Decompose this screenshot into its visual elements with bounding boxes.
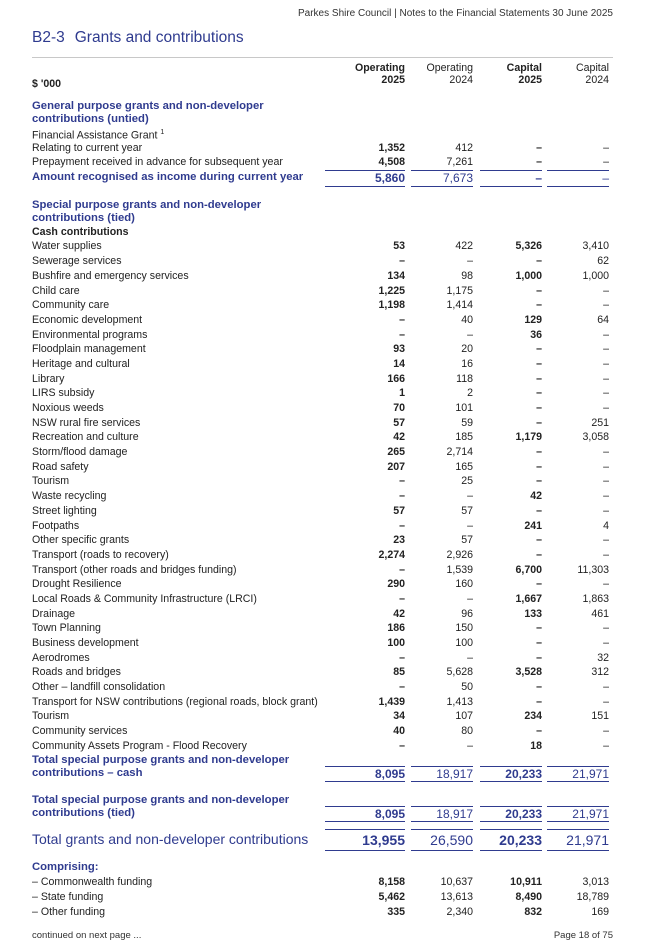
row-label: Library xyxy=(32,372,65,385)
cell-c1: – xyxy=(399,651,405,664)
row-label: Drainage xyxy=(32,607,75,620)
row-label: Business development xyxy=(32,637,139,649)
cell-c4: 251 xyxy=(591,416,609,429)
cell-c1: 85 xyxy=(393,666,405,679)
row-label: Sewerage services xyxy=(32,255,122,268)
row-label: Waste recycling xyxy=(32,490,107,503)
table-row xyxy=(32,416,613,431)
cell-c4: 3,058 xyxy=(582,431,609,444)
cell-c2: 98 xyxy=(461,269,473,282)
cell-c2: 101 xyxy=(455,402,473,414)
table-row xyxy=(32,386,613,401)
cell-c1: 57 xyxy=(393,416,405,429)
row-label: Street lighting xyxy=(32,504,97,517)
row-label: Amount recognised as income during current year xyxy=(32,171,304,184)
table-row xyxy=(32,313,613,328)
row-label: Community care xyxy=(32,299,110,312)
cell-c4: – xyxy=(603,504,609,517)
cell-c4: 312 xyxy=(591,666,609,679)
divider xyxy=(32,57,613,58)
row-label: Bushfire and emergency services xyxy=(32,269,189,282)
cell-c4: 18,789 xyxy=(576,890,609,903)
cell-c3: – xyxy=(536,548,542,561)
cell-c1: 5,462 xyxy=(378,890,405,903)
cell-c4: – xyxy=(603,534,609,547)
cell-c2: 150 xyxy=(455,622,473,635)
cell-c2: 10,637 xyxy=(440,876,473,889)
table-row xyxy=(32,141,613,156)
row-label: Other specific grants xyxy=(32,534,130,547)
cell-c4: – xyxy=(603,739,609,752)
cell-c4: 1,000 xyxy=(582,269,609,282)
cell-c3: 6,700 xyxy=(515,563,542,576)
row-label: Noxious weeds xyxy=(32,402,104,414)
cell-c4: – xyxy=(603,490,609,503)
cell-c3: 234 xyxy=(524,710,542,723)
cell-c4: – xyxy=(603,156,609,169)
cell-c2: 7,261 xyxy=(446,156,473,169)
grants-table xyxy=(32,62,613,919)
cell-c3: 18 xyxy=(530,739,542,752)
table-row xyxy=(32,298,613,313)
col-capital-2025: Capital 2025 xyxy=(506,62,542,86)
table-row xyxy=(32,372,613,387)
cell-c2: 2 xyxy=(467,387,473,400)
cell-c4: 4 xyxy=(603,519,609,532)
row-label: Tourism xyxy=(32,475,70,488)
row-label: Community services xyxy=(32,725,128,738)
cell-c3: 1,667 xyxy=(515,592,542,605)
cell-c3: 241 xyxy=(524,519,542,532)
table-row xyxy=(32,665,613,680)
cell-c2: 18,917 xyxy=(411,766,473,783)
row-label: Total special purpose grants and non-developer contributions (tied) xyxy=(32,793,290,819)
row-label: Footpaths xyxy=(32,519,80,532)
cell-c1: 34 xyxy=(393,710,405,723)
cell-c3: 10,911 xyxy=(510,876,542,889)
cell-c1: 166 xyxy=(387,372,405,385)
cell-c1: – xyxy=(399,681,405,694)
cell-c4: – xyxy=(603,446,609,459)
cell-c4: – xyxy=(603,357,609,370)
fag-label: Financial Assistance Grant $^1$ xyxy=(32,129,165,142)
row-label: – Commonwealth funding xyxy=(32,876,153,889)
cell-c2: 2,340 xyxy=(446,905,473,918)
table-row xyxy=(32,504,613,519)
cell-c3: – xyxy=(536,475,542,488)
general-total-row xyxy=(32,170,613,185)
cell-c4: – xyxy=(603,141,609,154)
cell-c3: 832 xyxy=(524,905,542,918)
cell-c3: – xyxy=(536,156,542,169)
cell-c1: 207 xyxy=(387,460,405,473)
table-row xyxy=(32,592,613,607)
cell-c4: 1,863 xyxy=(582,592,609,605)
table-row xyxy=(32,269,613,284)
cell-c1: – xyxy=(399,255,405,268)
row-label: Transport (other roads and bridges funding) xyxy=(32,563,237,576)
table-row xyxy=(32,445,613,460)
cell-c2: 412 xyxy=(455,141,473,154)
cell-c1: 53 xyxy=(393,240,405,253)
cell-c4: – xyxy=(603,343,609,356)
cell-c2: – xyxy=(467,592,473,605)
cell-c2: 18,917 xyxy=(411,806,473,823)
cell-c3: – xyxy=(536,504,542,517)
row-label: Other – landfill consolidation xyxy=(32,681,166,694)
row-label: Environmental programs xyxy=(32,328,148,341)
table-row xyxy=(32,284,613,299)
cell-c3: 36 xyxy=(530,328,542,341)
cell-c4: – xyxy=(603,622,609,635)
col-capital-2024: Capital 2024 xyxy=(576,62,609,86)
table-row xyxy=(32,401,613,416)
cell-c1: 1,225 xyxy=(378,284,405,297)
table-row xyxy=(32,563,613,578)
row-label: Prepayment received in advance for subsequent year xyxy=(32,156,283,169)
cell-c2: 26,590 xyxy=(411,829,473,851)
row-label: Storm/flood damage xyxy=(32,446,128,459)
cell-c2: 2,714 xyxy=(446,446,473,459)
cell-c1: 8,095 xyxy=(325,766,405,783)
col-operating-2025: Operating 2025 xyxy=(354,62,405,86)
row-label: Drought Resilience xyxy=(32,578,122,591)
cell-c2: 100 xyxy=(455,637,473,649)
cell-c3: – xyxy=(536,255,542,268)
cell-c4: – xyxy=(547,170,609,187)
cell-c2: 5,628 xyxy=(446,666,473,679)
cell-c2: 1,413 xyxy=(446,695,473,708)
page-number: Page 18 of 75 xyxy=(553,930,613,941)
cell-c1: 335 xyxy=(387,905,405,918)
table-row xyxy=(32,155,613,170)
cell-c2: 1,175 xyxy=(446,284,473,297)
cell-c4: 3,013 xyxy=(582,876,609,889)
row-label: Road safety xyxy=(32,460,89,473)
table-row xyxy=(32,474,613,489)
row-label: Roads and bridges xyxy=(32,666,121,679)
cell-c2: – xyxy=(467,651,473,664)
cell-c2: – xyxy=(467,519,473,532)
cell-c1: – xyxy=(399,563,405,576)
cell-c3: – xyxy=(536,637,542,649)
cell-c4: 62 xyxy=(597,255,609,268)
cell-c2: 40 xyxy=(461,313,473,326)
row-label: Child care xyxy=(32,284,80,297)
section-number: B2-3 xyxy=(32,29,65,46)
funding-row xyxy=(32,890,613,905)
cell-c4: – xyxy=(603,284,609,297)
row-label: – State funding xyxy=(32,890,104,903)
cell-c1: 2,274 xyxy=(378,548,405,561)
cell-c1: 134 xyxy=(387,269,405,282)
cell-c4: – xyxy=(603,460,609,473)
table-row xyxy=(32,724,613,739)
cell-c3: 20,233 xyxy=(480,806,542,823)
funding-row xyxy=(32,875,613,890)
table-row xyxy=(32,548,613,563)
cell-c3: – xyxy=(536,578,542,591)
cell-c3: – xyxy=(536,446,542,459)
unit-label: $ '000 xyxy=(32,78,62,90)
cell-c3: 3,528 xyxy=(515,666,542,679)
row-label: Transport (roads to recovery) xyxy=(32,548,169,561)
table-row xyxy=(32,621,613,636)
cell-c2: 118 xyxy=(456,372,473,385)
cell-c4: – xyxy=(603,695,609,708)
cell-c1: 290 xyxy=(387,578,405,591)
column-headers xyxy=(32,62,613,92)
cell-c3: 20,233 xyxy=(480,766,542,783)
grand-total-row xyxy=(32,829,613,851)
cell-c1: – xyxy=(399,313,405,326)
cell-c2: 2,926 xyxy=(446,548,473,561)
cell-c2: 25 xyxy=(461,475,473,488)
cell-c3: – xyxy=(536,141,542,154)
table-row xyxy=(32,357,613,372)
table-row xyxy=(32,739,613,754)
row-label: – Other funding xyxy=(32,905,106,918)
cell-c3: – xyxy=(536,284,542,297)
cell-c3: – xyxy=(536,725,542,738)
cell-c4: – xyxy=(603,548,609,561)
table-row xyxy=(32,489,613,504)
cell-c3: 1,179 xyxy=(515,431,542,444)
total-tied-row xyxy=(32,794,613,821)
table-row xyxy=(32,430,613,445)
cell-c4: 21,971 xyxy=(547,829,609,851)
cell-c4: 461 xyxy=(591,607,609,620)
table-row xyxy=(32,460,613,475)
row-label: Town Planning xyxy=(32,622,101,635)
cell-c3: 8,490 xyxy=(515,890,542,903)
col-operating-2024: Operating 2024 xyxy=(426,62,473,86)
cell-c1: 57 xyxy=(393,504,405,517)
cell-c1: 186 xyxy=(387,622,405,635)
section-title xyxy=(32,29,244,47)
table-row xyxy=(32,680,613,695)
table-row xyxy=(32,695,613,710)
cell-c2: 16 xyxy=(461,357,473,370)
cell-c2: 20 xyxy=(461,343,473,356)
cell-c2: 422 xyxy=(455,240,473,253)
continued-note: continued on next page ... xyxy=(32,930,142,941)
table-row xyxy=(32,651,613,666)
cell-c3: 5,326 xyxy=(515,240,542,253)
total-cash-row xyxy=(32,754,613,781)
row-label: Tourism xyxy=(32,710,70,723)
cell-c4: 21,971 xyxy=(547,766,609,783)
cell-c2: 107 xyxy=(455,710,473,723)
cell-c2: 96 xyxy=(461,607,473,620)
table-row xyxy=(32,519,613,534)
cell-c2: 165 xyxy=(455,460,473,473)
cell-c1: 1,352 xyxy=(378,141,405,154)
row-label: Relating to current year xyxy=(32,141,143,154)
row-label: Total grants and non-developer contributions xyxy=(32,830,309,847)
table-row xyxy=(32,577,613,592)
cell-c3: 42 xyxy=(530,490,542,503)
row-label: Transport for NSW contributions (regional roads, block grant) xyxy=(32,695,318,708)
row-label: Total special purpose grants and non-developer contributions – cash xyxy=(32,753,290,779)
row-label: Heritage and cultural xyxy=(32,357,130,370)
comprising-heading: Comprising: xyxy=(32,860,99,873)
cell-c1: 1,439 xyxy=(378,695,405,708)
cell-c1: 8,158 xyxy=(378,876,405,889)
cell-c2: 57 xyxy=(461,504,473,517)
cell-c1: 5,860 xyxy=(325,170,405,187)
funding-row xyxy=(32,905,613,920)
special-purpose-heading: Special purpose grants and non-developer contributions (tied) xyxy=(32,198,262,224)
cell-c1: 265 xyxy=(387,446,405,459)
cell-c1: 8,095 xyxy=(325,806,405,823)
cell-c4: – xyxy=(603,681,609,694)
table-row xyxy=(32,636,613,651)
cell-c2: 7,673 xyxy=(411,170,473,187)
row-label: Local Roads & Community Infrastructure (LRCI) xyxy=(32,592,257,605)
cell-c2: 185 xyxy=(455,431,473,444)
table-row xyxy=(32,328,613,343)
row-label: Community Assets Program - Flood Recovery xyxy=(32,739,247,752)
cell-c1: – xyxy=(399,519,405,532)
cell-c4: 169 xyxy=(591,905,609,918)
cell-c2: 13,613 xyxy=(440,890,473,903)
cell-c1: 93 xyxy=(393,343,405,356)
cell-c4: – xyxy=(603,637,609,649)
row-label: Water supplies xyxy=(32,240,102,253)
row-label: Economic development xyxy=(32,313,143,326)
cell-c4: 11,303 xyxy=(577,563,609,576)
cell-c1: 40 xyxy=(393,725,405,738)
cell-c3: – xyxy=(536,695,542,708)
cell-c4: – xyxy=(603,387,609,400)
cell-c4: 21,971 xyxy=(547,806,609,823)
cell-c4: 151 xyxy=(591,710,609,723)
fag-label-row xyxy=(32,126,613,141)
cell-c4: 3,410 xyxy=(582,240,609,253)
table-row xyxy=(32,239,613,254)
cell-c3: – xyxy=(536,460,542,473)
row-label: Recreation and culture xyxy=(32,431,139,444)
cell-c3: 20,233 xyxy=(480,829,542,851)
cell-c2: – xyxy=(467,739,473,752)
row-label: Aerodromes xyxy=(32,651,90,664)
cell-c4: – xyxy=(603,725,609,738)
cell-c4: 32 xyxy=(597,651,609,664)
cell-c4: – xyxy=(603,372,609,385)
cell-c3: – xyxy=(536,651,542,664)
cell-c3: – xyxy=(536,416,542,429)
section-title-text: Grants and contributions xyxy=(74,29,244,46)
cell-c2: – xyxy=(467,490,473,503)
cell-c4: – xyxy=(603,402,609,414)
cell-c3: – xyxy=(536,534,542,547)
cell-c1: 42 xyxy=(393,431,405,444)
cell-c1: – xyxy=(399,592,405,605)
cell-c2: – xyxy=(467,255,473,268)
page-header: Parkes Shire Council | Notes to the Financial Statements 30 June 2025 xyxy=(298,8,613,19)
cell-c1: – xyxy=(399,490,405,503)
cell-c1: – xyxy=(399,739,405,752)
cell-c1: – xyxy=(399,475,405,488)
cell-c2: 57 xyxy=(461,534,473,547)
cell-c2: 80 xyxy=(461,725,473,738)
cell-c1: 100 xyxy=(387,637,405,649)
cell-c2: 160 xyxy=(455,578,473,591)
cell-c3: – xyxy=(536,343,542,356)
cell-c1: 14 xyxy=(393,357,405,370)
cell-c2: 50 xyxy=(461,681,473,694)
row-label: Floodplain management xyxy=(32,343,146,356)
cell-c3: 1,000 xyxy=(515,269,542,282)
cell-c3: – xyxy=(536,622,542,635)
cell-c4: – xyxy=(603,578,609,591)
cell-c3: – xyxy=(536,372,542,385)
cell-c2: 1,414 xyxy=(446,299,473,312)
cell-c3: – xyxy=(536,681,542,694)
cell-c4: 64 xyxy=(597,313,609,326)
cell-c2: 59 xyxy=(461,416,473,429)
cell-c3: – xyxy=(536,387,542,400)
row-label: NSW rural fire services xyxy=(32,416,141,429)
cell-c1: 13,955 xyxy=(325,829,405,851)
cell-c3: 133 xyxy=(524,607,542,620)
cell-c2: – xyxy=(467,328,473,341)
table-row xyxy=(32,342,613,357)
cell-c3: – xyxy=(536,299,542,312)
table-row xyxy=(32,607,613,622)
cell-c1: 23 xyxy=(393,534,405,547)
cell-c3: 129 xyxy=(524,313,542,326)
cell-c1: 70 xyxy=(393,402,405,414)
cell-c1: 4,508 xyxy=(378,156,405,169)
cell-c4: – xyxy=(603,328,609,341)
table-row xyxy=(32,254,613,269)
cell-c3: – xyxy=(536,357,542,370)
general-purpose-heading: General purpose grants and non-developer contributions (untied) xyxy=(32,100,264,125)
cell-c4: – xyxy=(603,299,609,312)
cell-c1: 1 xyxy=(399,387,405,400)
cell-c4: – xyxy=(603,475,609,488)
table-row xyxy=(32,709,613,724)
cell-c3: – xyxy=(480,170,542,187)
cell-c2: 1,539 xyxy=(446,563,473,576)
cell-c3: – xyxy=(536,402,542,414)
cash-contributions-heading: Cash contributions xyxy=(32,225,129,238)
row-label: LIRS subsidy xyxy=(32,387,95,400)
cell-c1: 1,198 xyxy=(378,299,405,312)
cell-c1: – xyxy=(399,328,405,341)
table-row xyxy=(32,533,613,548)
cell-c1: 42 xyxy=(393,607,405,620)
